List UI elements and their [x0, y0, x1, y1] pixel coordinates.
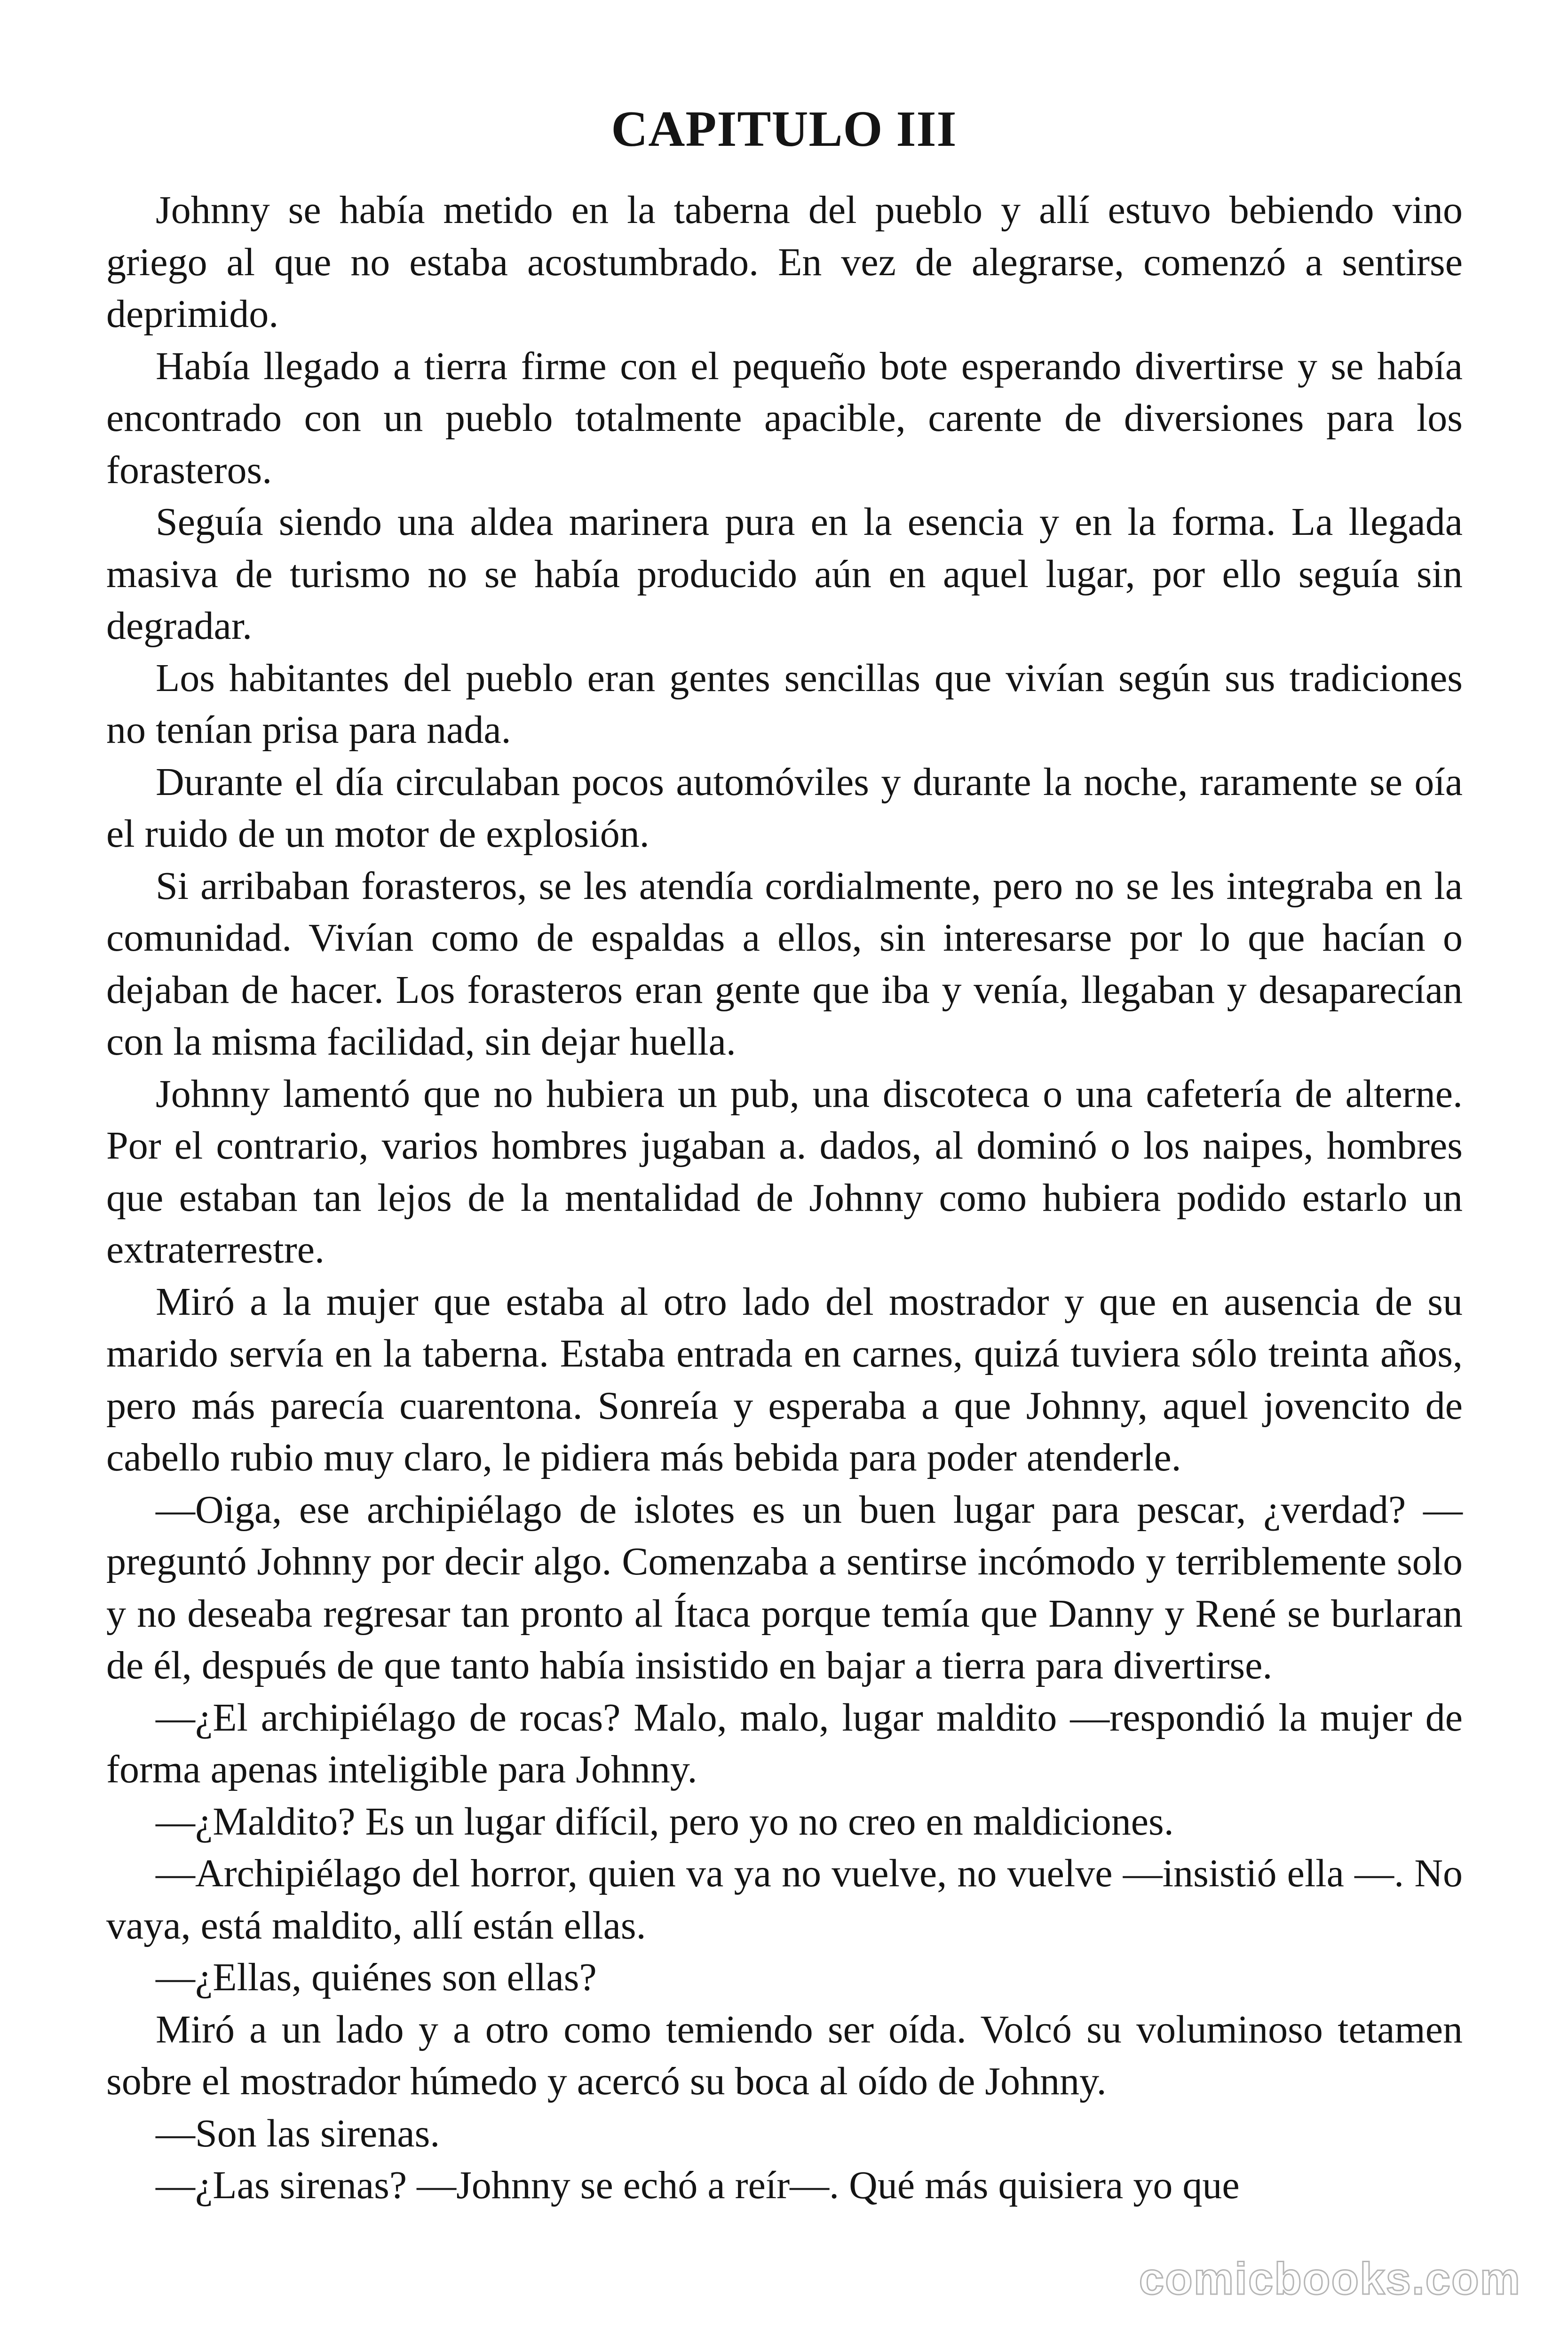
paragraph: —Son las sirenas.	[156, 2111, 440, 2155]
watermark: comicbooks.com	[1139, 2254, 1521, 2304]
paragraph: Johnny lamentó que no hubiera un pub, una discoteca o una cafetería de alterne. Por el contrario, varios hombres jugaban a. dados, al dominó o los naipes, hombres que estaban tan lejos de la mentalidad de Johnny como hubiera podido estarlo un extraterrestre.	[106, 1072, 1463, 1271]
chapter-title: CAPITULO III	[611, 101, 957, 158]
paragraph: Seguía siendo una aldea marinera pura en la esencia y en la forma. La llegada masiva de turismo no se había producido aún en aquel lugar, por ello seguía sin degradar.	[106, 500, 1463, 648]
paragraph: —¿Las sirenas? —Johnny se echó a reír—. Qué más quisiera yo que	[156, 2163, 1240, 2207]
paragraph: —Oiga, ese archipiélago de islotes es un buen lugar para pescar, ¿verdad? — preguntó Johnny por decir algo. Comenzaba a sentirse incómodo y terriblemente solo y no deseaba regresar tan pronto al Ítaca porque temía que Danny y René se burlaran de él, después de que tanto había insistido en bajar a tierra para divertirse.	[106, 1487, 1463, 1687]
paragraph: Miró a un lado y a otro como temiendo ser oída. Volcó su voluminoso tetamen sobre el mostrador húmedo y acercó su boca al oído de Johnny.	[106, 2007, 1463, 2103]
paragraph: Los habitantes del pueblo eran gentes sencillas que vivían según sus tradiciones no tenían prisa para nada.	[106, 656, 1463, 752]
paragraph: Durante el día circulaban pocos automóviles y durante la noche, raramente se oía el ruido de un motor de explosión.	[106, 760, 1463, 856]
paragraph: Si arribaban forasteros, se les atendía cordialmente, pero no se les integraba en la comunidad. Vivían como de espaldas a ellos, sin interesarse por lo que hacían o dejaban de hacer. Los forasteros eran gente que iba y venía, llegaban y desaparecían con la misma facilidad, sin dejar huella.	[106, 864, 1463, 1064]
chapter-body	[106, 184, 1463, 2212]
paragraph: Johnny se había metido en la taberna del pueblo y allí estuvo bebiendo vino griego al que no estaba acostumbrado. En vez de alegrarse, comenzó a sentirse deprimido.	[106, 188, 1463, 336]
paragraph: Miró a la mujer que estaba al otro lado del mostrador y que en ausencia de su marido servía en la taberna. Estaba entrada en carnes, quizá tuviera sólo treinta años, pero más parecía cuarentona. Sonreía y esperaba a que Johnny, aquel jovencito de cabello rubio muy claro, le pidiera más bebida para poder atenderle.	[106, 1279, 1463, 1479]
paragraph: —¿Maldito? Es un lugar difícil, pero yo no creo en maldiciones.	[156, 1799, 1174, 1843]
paragraph: —Archipiélago del horror, quien va ya no vuelve, no vuelve —insistió ella —. No vaya, está maldito, allí están ellas.	[106, 1851, 1463, 1947]
paragraph: —¿El archipiélago de rocas? Malo, malo, lugar maldito —respondió la mujer de forma apenas inteligible para Johnny.	[106, 1695, 1463, 1791]
paragraph: —¿Ellas, quiénes son ellas?	[156, 1955, 597, 1999]
paragraph: Había llegado a tierra firme con el pequeño bote esperando divertirse y se había encontrado con un pueblo totalmente apacible, carente de diversiones para los forasteros.	[106, 344, 1463, 492]
